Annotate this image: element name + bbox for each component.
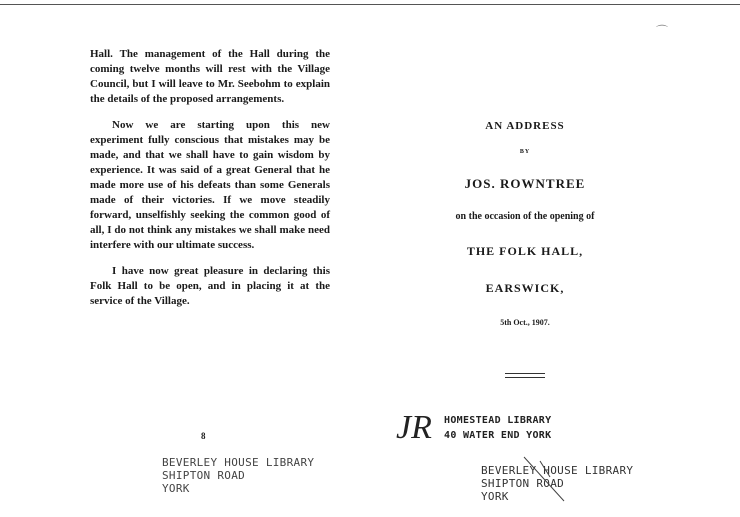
- title-author-name: JOS. ROWNTREE: [464, 176, 586, 191]
- title-occasion: on the occasion of the opening of: [455, 211, 595, 222]
- homestead-line-2: 40 WATER END YORK: [444, 430, 552, 441]
- paragraph-new-experiment: Now we are starting upon this new experiment fully conscious that mistakes may be made, and that we shall have to gain wisdom by experience. It was said of a great General that he made more use of his defeats than some Generals made of their victories. If we move steadily forward, unselfishly seeking the common good of all, I do not think any mistakes we shall make need interfere with our ultimate success.: [90, 119, 330, 251]
- stamp-right-line-2: SHIPTON ROAD: [481, 477, 565, 490]
- top-border-line: [0, 4, 740, 5]
- paragraph-hall-management: Hall. The management of the Hall during the coming twelve months will rest with the Village Council, but I will leave to Mr. Seebohm to explain the details of the proposed arrangements.: [90, 48, 330, 105]
- title-place: EARSWICK,: [485, 281, 565, 295]
- decorative-rule: [505, 373, 545, 378]
- library-stamp-left: [162, 456, 314, 495]
- corner-mark: ⌒: [656, 24, 669, 38]
- title-an-address: AN ADDRESS: [485, 120, 565, 132]
- stamp-right-line-3: YORK: [481, 490, 509, 503]
- page-number: 8: [201, 431, 206, 441]
- left-page-text: [90, 47, 330, 320]
- stamp-left-line-1: BEVERLEY HOUSE LIBRARY: [162, 456, 315, 469]
- paragraph-declaring-open: I have now great pleasure in declaring this Folk Hall to be open, and in placing it at the service of the Village.: [90, 265, 330, 307]
- cancel-cross-mark: [520, 455, 570, 505]
- stamp-left-line-2: SHIPTON ROAD: [162, 469, 246, 482]
- stamp-right-line-1: BEVERLEY HOUSE LIBRARY: [481, 464, 634, 477]
- stamp-left-line-3: YORK: [162, 482, 190, 495]
- logo-lettering: JR: [396, 409, 432, 444]
- homestead-library-stamp: [444, 413, 551, 443]
- title-folk-hall: THE FOLK HALL,: [466, 244, 584, 258]
- jr-monogram-logo: [394, 408, 442, 444]
- homestead-line-1: HOMESTEAD LIBRARY: [444, 415, 552, 426]
- title-date: 5th Oct., 1907.: [500, 318, 550, 327]
- title-by: BY: [519, 149, 531, 155]
